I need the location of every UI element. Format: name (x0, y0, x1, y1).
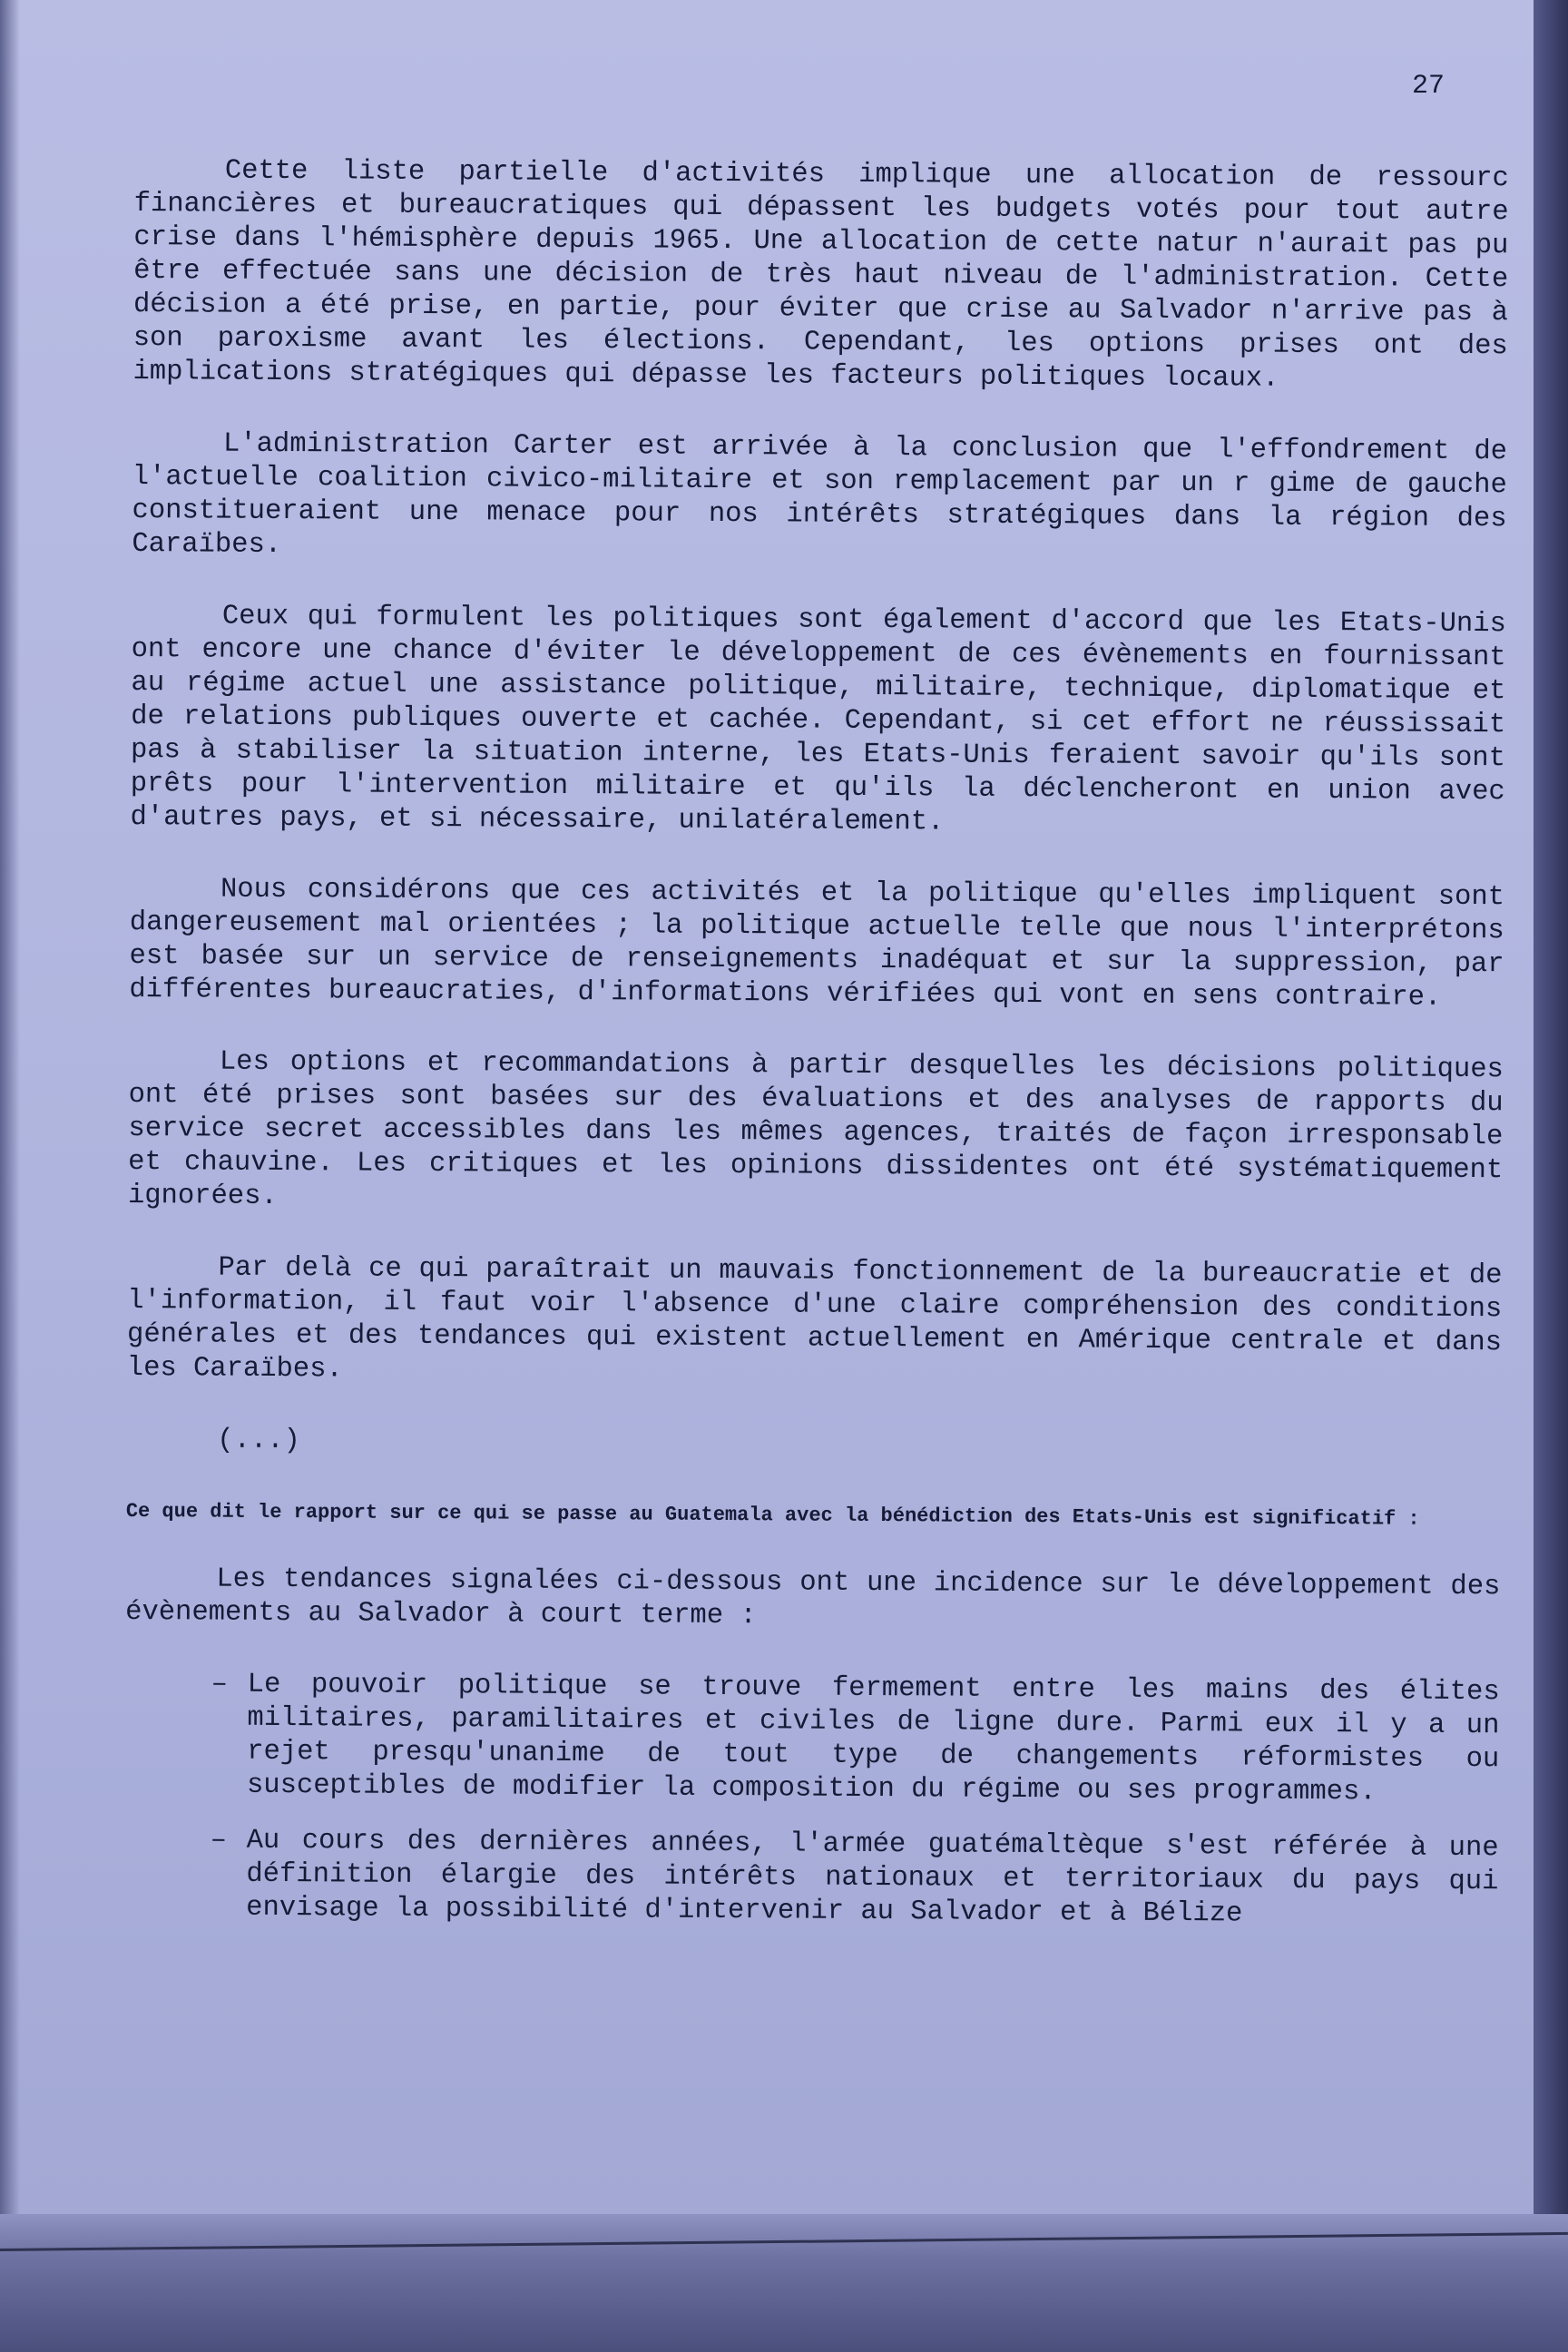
list-item (211, 1669, 1500, 1811)
paragraph-2: L'administration Carter est arrivée à la conclusion que l'effondrement de l'actuelle coalition civico-militaire et son remplacement par un r gime de gauche constitueraient une menace pour nos intérêts stratégiques dans la région des Caraïbes. (132, 428, 1508, 561)
paragraph-1: Cette liste partielle d'activités implique une allocation de ressourc financières et bureaucratiques qui dépassent les budgets votés pour tout autre crise dans l'hémisphère depuis 1965. Une allocation de cette natur n'aurait pas pu être effectuée sans une décision de très haut niveau de l'administration. Cette décision a été prise, en partie, pour éviter que crise au Salvador n'arrive pas à son paroxisme avant les élections. Cependant, les options prises ont des implications stratégiques qui dépasse les facteurs politiques locaux. (132, 155, 1509, 395)
bullet-dash: – (210, 1825, 228, 1857)
paragraph-6: Par delà ce qui paraîtrait un mauvais fonctionnement de la bureaucratie et de l'information, il faut voir l'absence d'une claire compréhension des conditions générales et des tendances qui existent actuellement en Amérique centrale et dans les Caraïbes. (126, 1252, 1503, 1386)
paragraph-5: Les options et recommandations à partir desquelles les décisions politiques ont été prises sont basées sur des évaluations et des analyses de rapports du service secret accessibles dans les mêmes agences, traités de façon irresponsable et chauvine. Les critiques et les opinions dissidentes ont été systématiquement ignorées. (127, 1046, 1504, 1212)
document-body (123, 154, 1509, 1955)
editorial-note: Ce que dit le rapport sur ce qui se passe au Guatemala avec la bénédiction des Etats-Unis est significatif : (125, 1499, 1420, 1531)
page-edge-shadow (1534, 0, 1568, 2352)
ellipsis-marker: (...) (217, 1425, 300, 1457)
list-item-text: Au cours des dernières années, l'armée guatémaltèque s'est référée à une définition élargie des intérêts nationaux et territoriaux du pays qui envisage la possibilité d'intervenir au Salvador et à Bélize (246, 1825, 1499, 1930)
bullet-dash: – (211, 1669, 229, 1700)
list-item-text: Le pouvoir politique se trouve fermement entre les mains des élites militaires, paramilitaires et civiles de ligne dure. Parmi eux il y a un rejet presqu'unanime de tout type de changements réformistes ou susceptibles de modifier la composition du régime ou ses programmes. (246, 1669, 1500, 1808)
page-left-shadow (0, 0, 20, 2214)
bullets-intro: Les tendances signalées ci-dessous ont une incidence sur le développement des évènements au Salvador à court terme : (125, 1563, 1501, 1632)
list-item (210, 1825, 1499, 1934)
paragraph-4: Nous considérons que ces activités et la politique qu'elles impliquent sont dangereusement mal orientées ; la politique actuelle telle que nous l'interprétons est basée sur un service de renseignements inadéquat et sur la suppression, par différentes bureaucraties, d'informations vérifiées qui vont en sens contraire. (129, 874, 1505, 1014)
trend-list (123, 1668, 1500, 1933)
page-number: 27 (1412, 71, 1446, 102)
paragraph-3: Ceux qui formulent les politiques sont également d'accord que les Etats-Unis ont encore une chance d'éviter le développement de ces évènements en fournissant au régime actuel une assistance politique, militaire, technique, diplomatique et de relations publiques ouverte et cachée. Cependant, si cet effort ne réussissait pas à stabiliser la situation interne, les Etats-Unis feraient savoir qu'ils sont prêts pour l'intervention militaire et qu'ils la déclencheront en union avec d'autres pays, et si nécessaire, unilatéralement. (130, 601, 1506, 838)
